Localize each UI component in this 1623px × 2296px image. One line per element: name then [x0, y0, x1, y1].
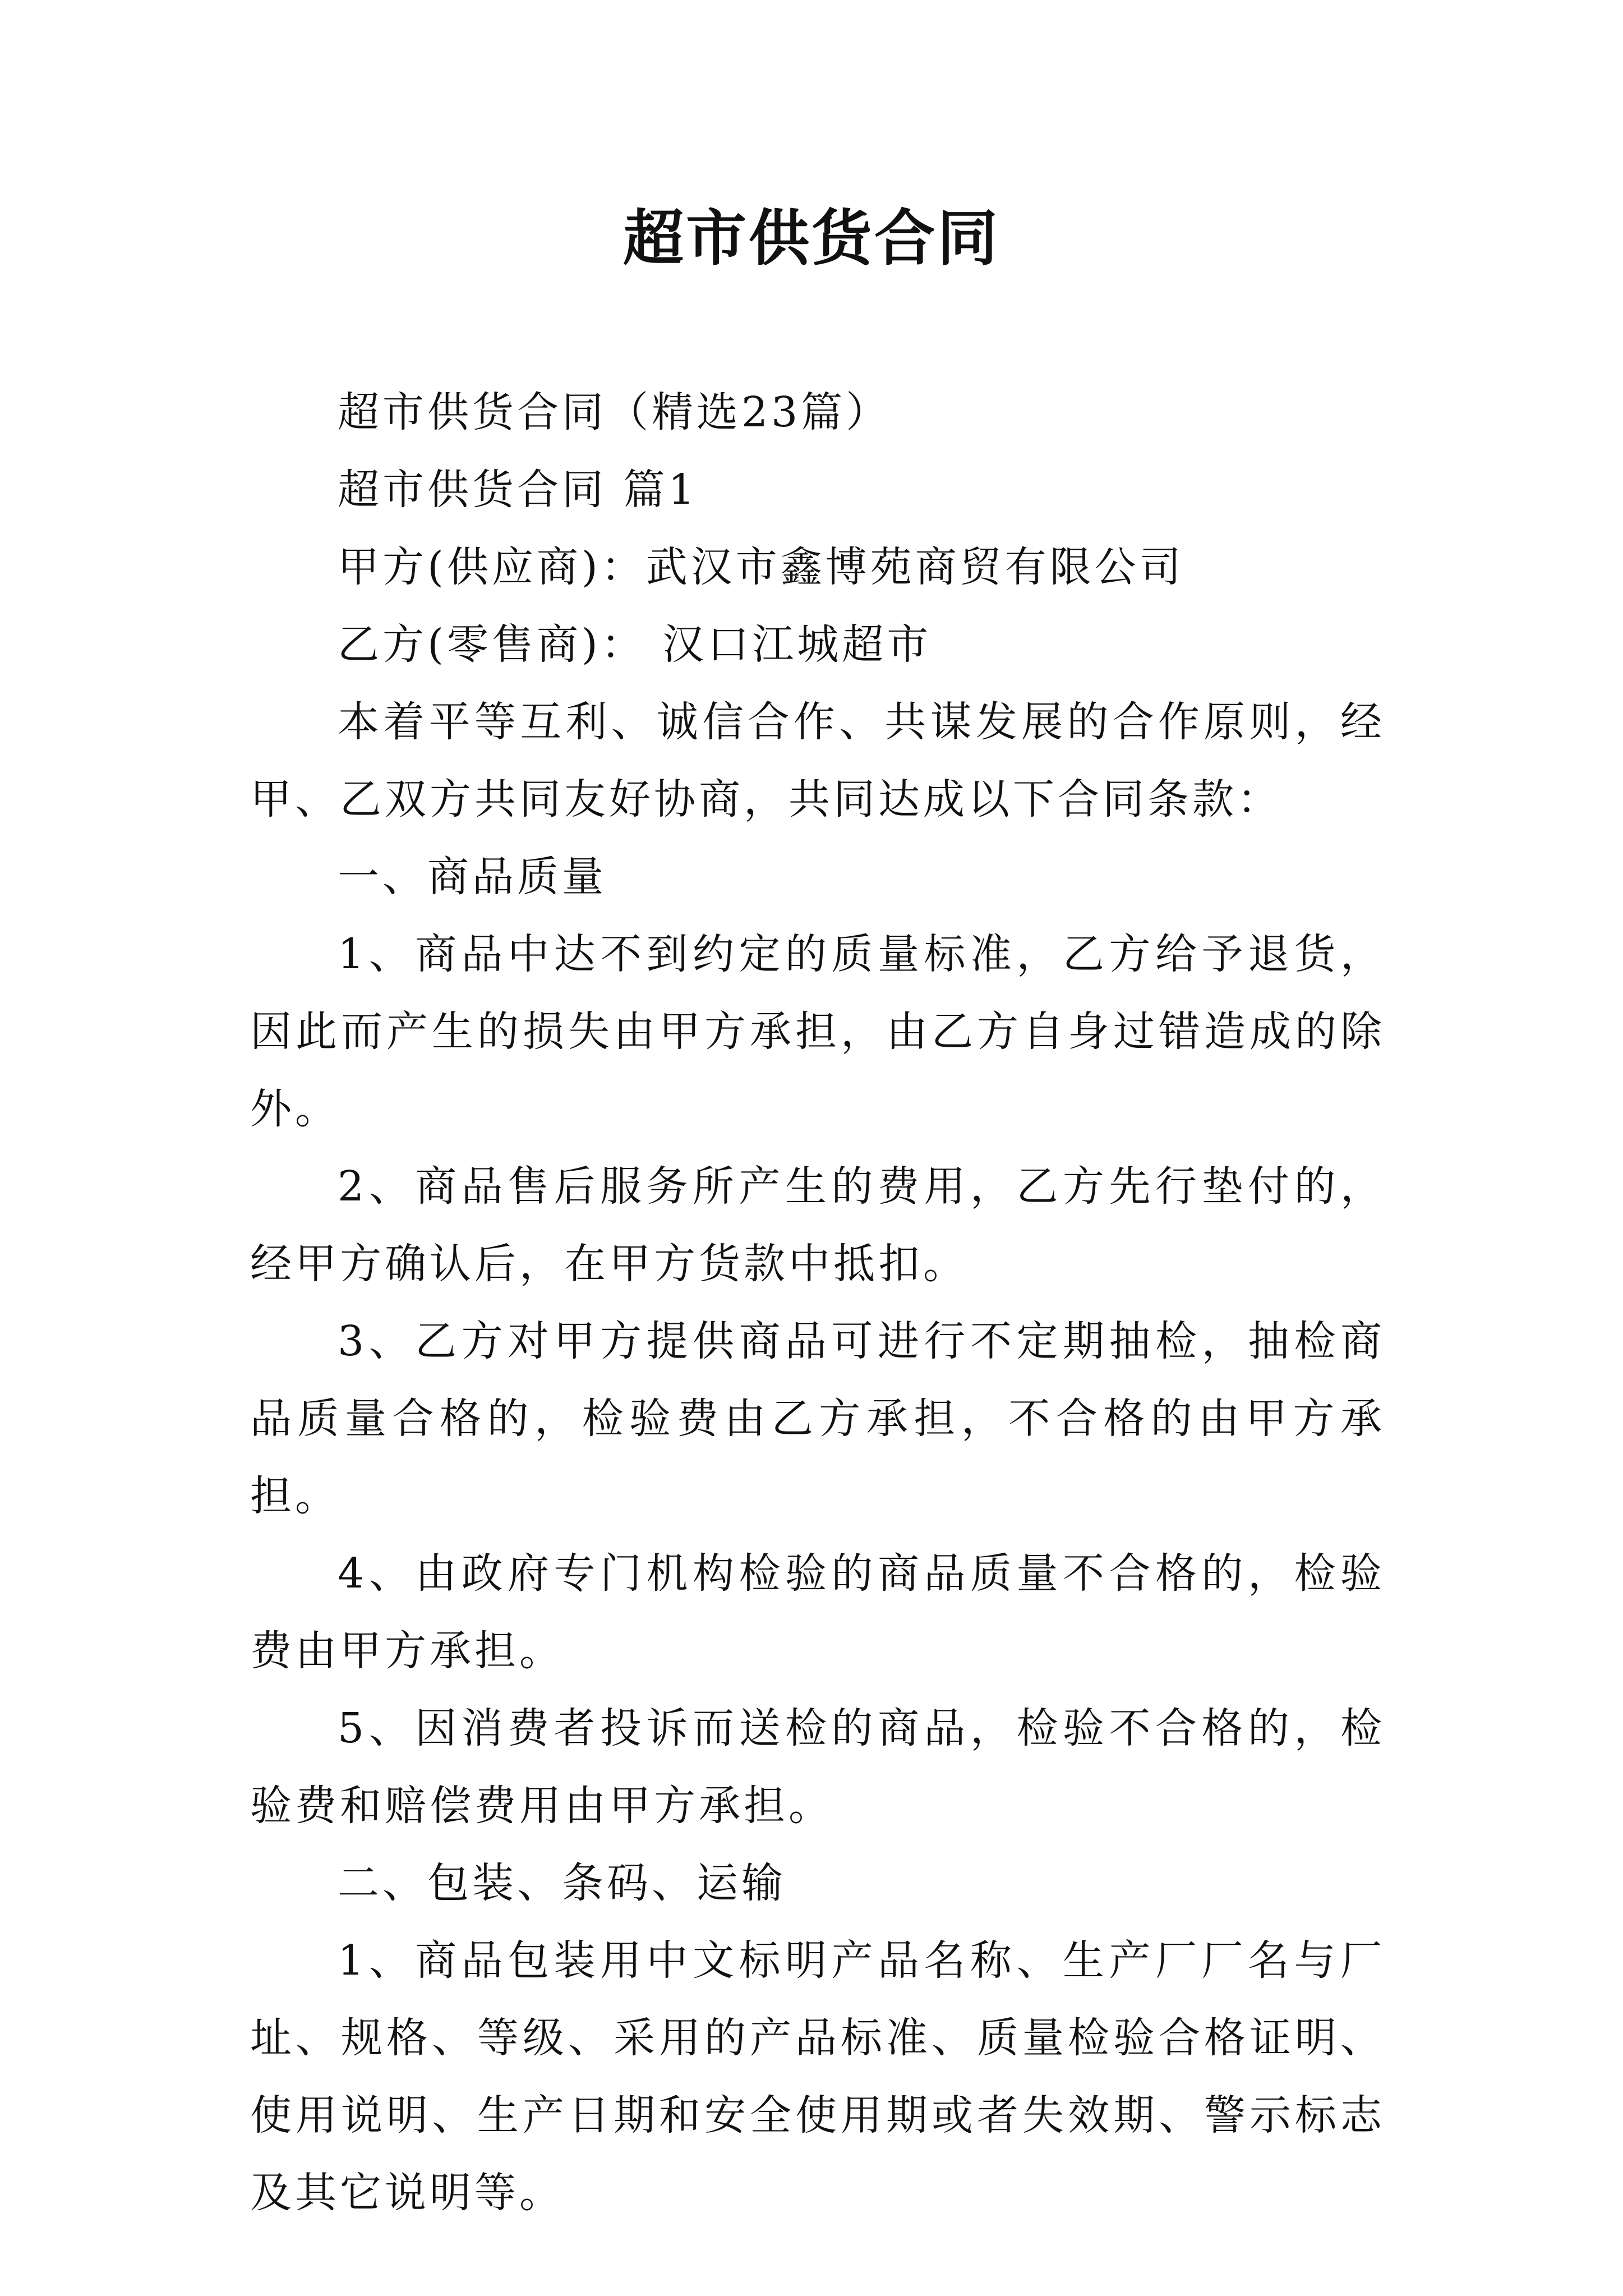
section-heading-quality: 一、商品质量 [338, 853, 607, 901]
clause-quality-5: 5、因消费者投诉而送检的商品，检验不合格的，检验费和赔偿费用由甲方承担。 [250, 1704, 1385, 1830]
paragraph-preamble: 本着平等互利、诚信合作、共谋发展的合作原则，经甲、乙双方共同友好协商，共同达成以下合同条款： [250, 698, 1385, 823]
clause-quality-3: 3、乙方对甲方提供商品可进行不定期抽检，抽检商品质量合格的，检验费由乙方承担，不合格的由甲方承担。 [250, 1317, 1385, 1520]
clause-packaging-1: 1、商品包装用中文标明产品名称、生产厂厂名与厂址、规格、等级、采用的产品标准、质量检验合格证明、使用说明、生产日期和安全使用期或者失效期、警示标志及其它说明等。 [250, 1936, 1385, 2217]
clause-quality-1: 1、商品中达不到约定的质量标准，乙方给予退货，因此而产生的损失由甲方承担，由乙方自身过错造成的除外。 [250, 930, 1385, 1133]
clause-quality-2: 2、商品售后服务所产生的费用，乙方先行垫付的，经甲方确认后，在甲方货款中抵扣。 [250, 1162, 1385, 1288]
paragraph-party-a: 甲方(供应商)：武汉市鑫博苑商贸有限公司 [338, 543, 1184, 591]
document-body [250, 374, 1385, 2231]
document-title: 超市供货合同 [623, 203, 1000, 274]
section-heading-packaging: 二、包装、条码、运输 [338, 1859, 786, 1907]
paragraph-party-b: 乙方(零售商)： 汉口江城超市 [338, 620, 932, 669]
paragraph-article-heading: 超市供货合同 篇1 [338, 466, 698, 514]
paragraph-subtitle: 超市供货合同（精选23篇） [338, 388, 891, 436]
clause-quality-4: 4、由政府专门机构检验的商品质量不合格的，检验费由甲方承担。 [250, 1549, 1385, 1675]
